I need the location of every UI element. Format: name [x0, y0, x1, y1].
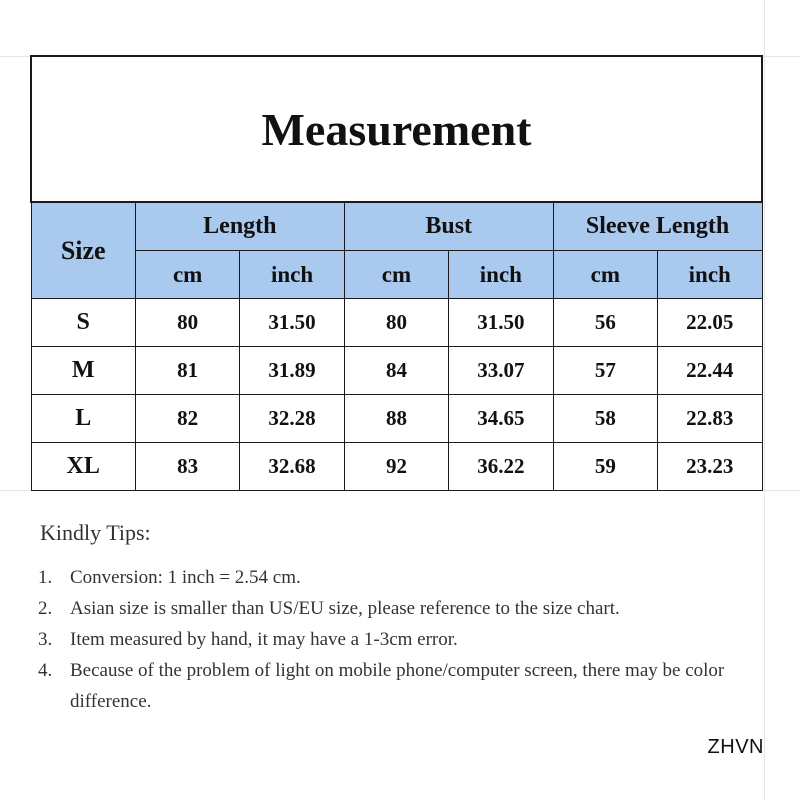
length-cm-cell: 80: [135, 299, 239, 347]
table-row: [31, 443, 762, 491]
tips-heading: Kindly Tips:: [40, 520, 151, 545]
table-title: Measurement: [31, 56, 762, 202]
length-cm-header: cm: [135, 251, 239, 299]
size-column-header: Size: [31, 202, 135, 299]
size-label: XL: [31, 443, 135, 491]
tip-number: 4.: [38, 660, 53, 681]
length-cm-cell: 82: [135, 395, 239, 443]
sleeve-cm-cell: 57: [553, 347, 657, 395]
size-label: L: [31, 395, 135, 443]
bust-inch-cell: 33.07: [449, 347, 553, 395]
list-item: [38, 562, 778, 593]
bust-inch-cell: 34.65: [449, 395, 553, 443]
length-inch-cell: 31.89: [240, 347, 344, 395]
bust-cm-cell: 84: [344, 347, 448, 395]
sleeve-cm-cell: 59: [553, 443, 657, 491]
bust-cm-cell: 92: [344, 443, 448, 491]
tip-text: Because of the problem of light on mobile phone/computer screen, there may be color difference.: [70, 660, 725, 712]
tip-number: 1.: [38, 567, 53, 588]
sleeve-inch-cell: 22.44: [658, 347, 762, 395]
tip-text: Item measured by hand, it may have a 1-3cm error.: [70, 629, 458, 650]
list-item: [38, 593, 778, 624]
sleeve-cm-header: cm: [553, 251, 657, 299]
bust-group-header: Bust: [344, 202, 553, 251]
bust-inch-cell: 36.22: [449, 443, 553, 491]
length-cm-cell: 81: [135, 347, 239, 395]
sleeve-inch-cell: 23.23: [658, 443, 762, 491]
sleeve-inch-cell: 22.05: [658, 299, 762, 347]
table-row: [31, 395, 762, 443]
length-cm-cell: 83: [135, 443, 239, 491]
length-group-header: Length: [135, 202, 344, 251]
tip-text: Asian size is smaller than US/EU size, please reference to the size chart.: [70, 598, 620, 619]
sleeve-inch-cell: 22.83: [658, 395, 762, 443]
sleeve-cm-cell: 58: [553, 395, 657, 443]
tips-list: [38, 562, 778, 717]
brand-watermark: ZHVN: [707, 736, 764, 758]
length-inch-cell: 32.28: [240, 395, 344, 443]
table-row: [31, 347, 762, 395]
table-row: [31, 299, 762, 347]
size-label: M: [31, 347, 135, 395]
sleeve-length-group-header: Sleeve Length: [553, 202, 762, 251]
bust-cm-cell: 80: [344, 299, 448, 347]
length-inch-cell: 31.50: [240, 299, 344, 347]
kindly-tips: [38, 520, 778, 717]
bust-inch-header: inch: [449, 251, 553, 299]
bust-cm-header: cm: [344, 251, 448, 299]
bust-cm-cell: 88: [344, 395, 448, 443]
size-chart-table: [30, 55, 763, 491]
length-inch-cell: 32.68: [240, 443, 344, 491]
tip-text: Conversion: 1 inch = 2.54 cm.: [70, 567, 301, 588]
sleeve-inch-header: inch: [658, 251, 762, 299]
tip-number: 3.: [38, 629, 53, 650]
sleeve-cm-cell: 56: [553, 299, 657, 347]
bust-inch-cell: 31.50: [449, 299, 553, 347]
tip-number: 2.: [38, 598, 53, 619]
length-inch-header: inch: [240, 251, 344, 299]
size-label: S: [31, 299, 135, 347]
list-item: [38, 624, 778, 655]
list-item: [38, 655, 778, 717]
